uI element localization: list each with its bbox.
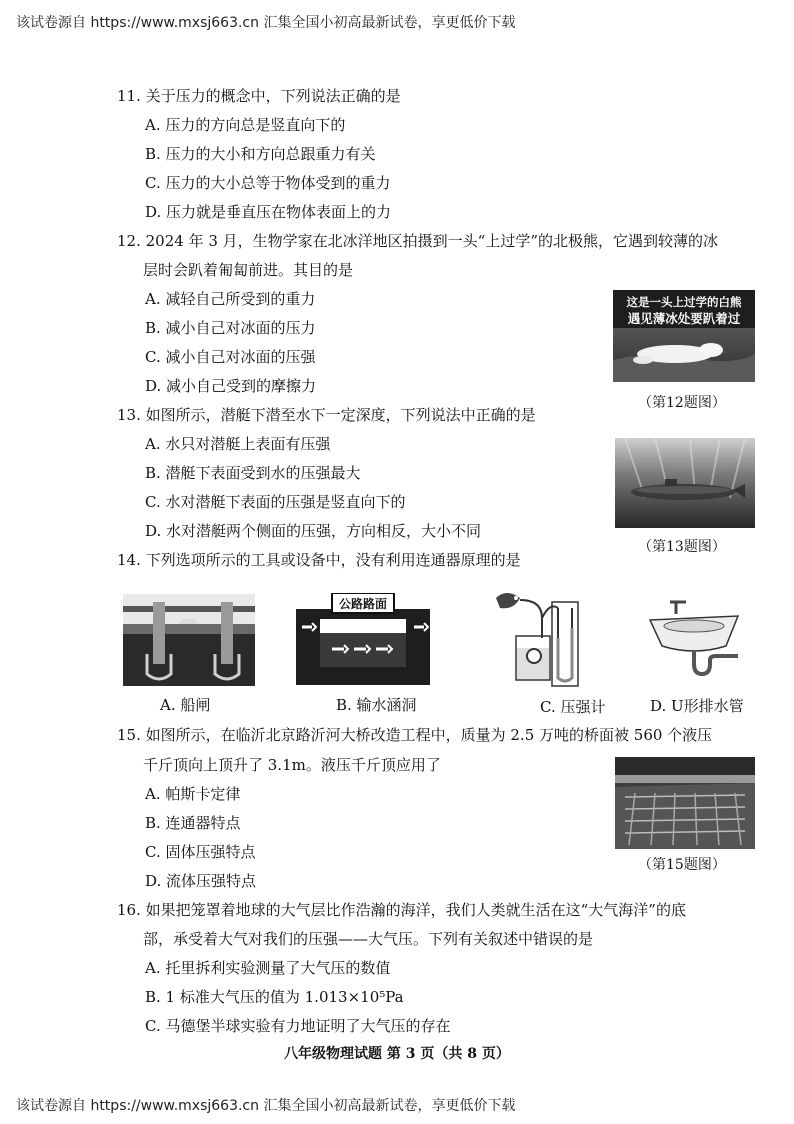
q12-figure-caption: （第12题图） — [638, 395, 726, 411]
q11-option-d: D. 压力就是垂直压在物体表面上的力 — [145, 203, 392, 221]
q12-option-c: C. 减小自己对冰面的压强 — [145, 348, 316, 366]
q16-stem-line1: 16. 如果把笼罩着地球的大气层比作浩瀚的海洋，我们人类就生活在这“大气海洋”的底 — [117, 901, 686, 919]
source-banner-top: 该试卷源自 https://www.mxsj663.cn 汇集全国小初高最新试卷，享更低价下载 — [16, 15, 516, 31]
q13-option-b: B. 潜艇下表面受到水的压强最大 — [145, 464, 361, 482]
q13-option-a: A. 水只对潜艇上表面有压强 — [145, 435, 331, 453]
q11-option-b: B. 压力的大小和方向总跟重力有关 — [145, 145, 376, 163]
q15-stem-line2: 千斤顶向上顶升了 3.1m。液压千斤顶应用了 — [143, 756, 441, 774]
q12-option-d: D. 减小自己受到的摩擦力 — [145, 377, 317, 395]
q16-option-a: A. 托里拆利实验测量了大气压的数值 — [145, 959, 391, 977]
q14-label-a: A. 船闸 — [160, 696, 211, 714]
q16-stem-line2: 部，承受着大气对我们的压强——大气压。下列有关叙述中错误的是 — [143, 930, 594, 948]
q14-label-b: B. 输水涵洞 — [336, 696, 417, 714]
q12-stem-line1: 12. 2024 年 3 月，生物学家在北冰洋地区拍摄到一头“上过学”的北极熊，它遇到较薄的冰 — [117, 232, 718, 250]
bear-caption-line1: 这是一头上过学的白熊 — [626, 295, 742, 309]
q16-option-c: C. 马德堡半球实验有力地证明了大气压的存在 — [145, 1017, 451, 1035]
q12-stem-line2: 层时会趴着匍匐前进。其目的是 — [143, 261, 354, 279]
polar-bear-figure — [613, 290, 755, 382]
q14-label-d: D. U形排水管 — [650, 697, 744, 715]
q12-option-a: A. 减轻自己所受到的重力 — [145, 290, 316, 308]
q11-option-c: C. 压力的大小总等于物体受到的重力 — [145, 174, 391, 192]
pressure-gauge-figure — [492, 588, 590, 688]
q15-option-d: D. 流体压强特点 — [145, 872, 257, 890]
q15-stem-line1: 15. 如图所示，在临沂北京路沂河大桥改造工程中，质量为 2.5 万吨的桥面被 560 个液压 — [117, 726, 713, 744]
source-banner-bottom: 该试卷源自 https://www.mxsj663.cn 汇集全国小初高最新试卷，享更低价下载 — [16, 1098, 516, 1114]
q11-stem: 11. 关于压力的概念中，下列说法正确的是 — [117, 87, 401, 105]
submarine-figure — [615, 438, 755, 528]
q11-option-a: A. 压力的方向总是竖直向下的 — [145, 116, 346, 134]
ship-lock-figure — [123, 594, 255, 686]
q13-option-d: D. 水对潜艇两个侧面的压强，方向相反，大小不同 — [145, 522, 482, 540]
q15-option-a: A. 帕斯卡定律 — [145, 785, 241, 803]
q15-option-c: C. 固体压强特点 — [145, 843, 256, 861]
q13-stem: 13. 如图所示，潜艇下潜至水下一定深度，下列说法中正确的是 — [117, 406, 536, 424]
culvert-figure — [296, 593, 430, 685]
q14-stem: 14. 下列选项所示的工具或设备中，没有利用连通器原理的是 — [117, 551, 521, 569]
q13-figure-caption: （第13题图） — [638, 539, 726, 555]
bridge-jacking-figure — [615, 757, 755, 849]
u-drain-figure — [646, 594, 744, 686]
q12-option-b: B. 减小自己对冰面的压力 — [145, 319, 316, 337]
road-surface-label: 公路路面 — [338, 597, 388, 611]
q16-option-b: B. 1 标准大气压的值为 1.013×10⁵Pa — [145, 988, 404, 1006]
q13-option-c: C. 水对潜艇下表面的压强是竖直向下的 — [145, 493, 406, 511]
q15-figure-caption: （第15题图） — [638, 857, 726, 873]
page-footer: 八年级物理试题 第 3 页（共 8 页） — [284, 1046, 510, 1062]
q14-label-c: C. 压强计 — [540, 698, 606, 716]
bear-caption-line2: 遇见薄冰处要趴着过 — [627, 311, 741, 326]
q15-option-b: B. 连通器特点 — [145, 814, 241, 832]
